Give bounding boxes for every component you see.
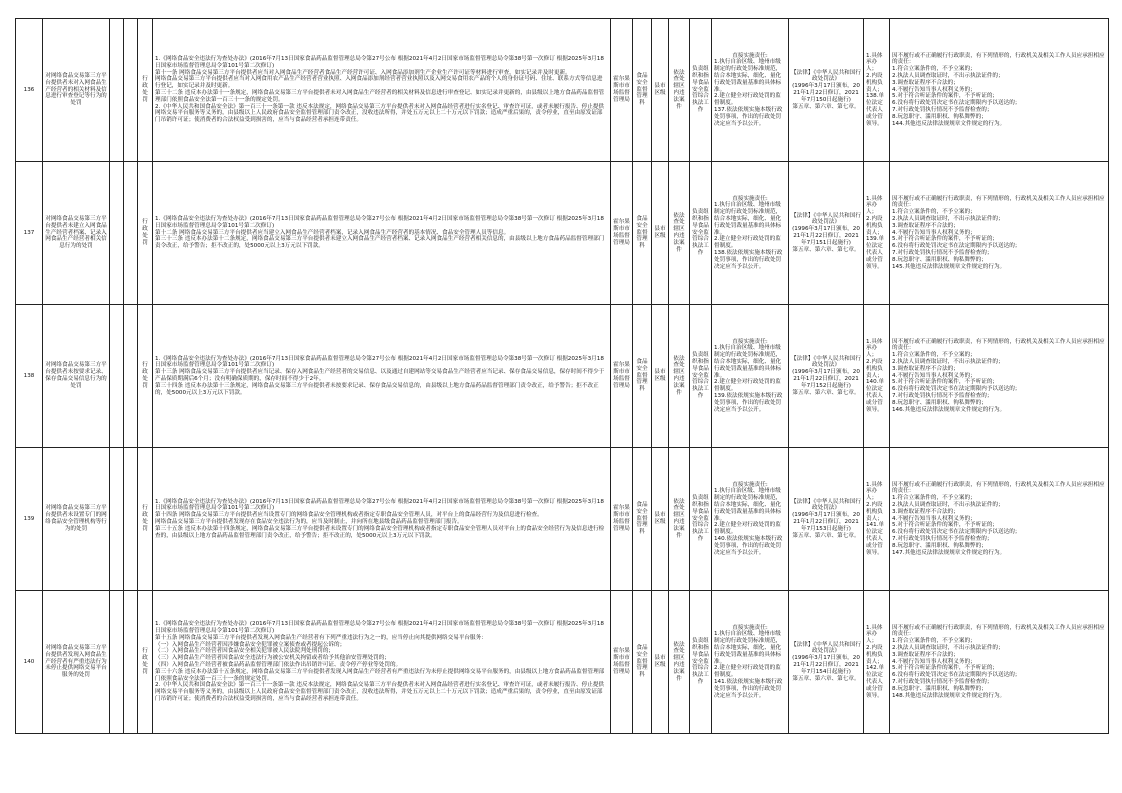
accountability-situations <box>890 591 1109 734</box>
sub-item-cell <box>110 591 124 734</box>
item-category: 行政处罚 <box>138 591 153 734</box>
responsible-unit: 食品安全监督管理科 <box>633 162 652 305</box>
law-line: (1996年3月17日颁布，2021年1月22日修订，2021年7月154日起施行) <box>792 655 860 675</box>
accountability-item: 6.没有将行政处罚决定书在法定期限内予以送达的； <box>892 386 1021 393</box>
legal-basis-paragraph: 1.《网络食品安全违法行为查处办法》(2016年7月13日国家食品药品监督管理总局令第27号公布 根据2021年4月2日国家市场监督管理总局令第38号第一次修订 根据2025年3月18日国家市场监督管理总局令第101号第二次修订) <box>155 55 604 69</box>
blank-cell <box>124 591 138 734</box>
accountability-situations <box>890 162 1109 305</box>
responsibility-subject: 负责组织和指导食品安全监管综合执法工作 <box>690 19 712 162</box>
responsibility-item: 140.依法依规实施本级行政处罚事项，作出的行政处罚决定应当予以公开。 <box>714 536 783 556</box>
responsibility-item: 141.依法依规实施本级行政处罚事项，作出的行政处罚决定应当予以公开。 <box>714 679 783 699</box>
legal-basis-paragraph: 第三十三条 违反本办法第十二条规定，网络食品交易第三方平台提供者未建立入网食品生产经营者档案、记录入网食品生产经营者相关信息的，由县级以上地方食品药品监督管理部门责令改正，给予警告；拒不改正的，处5000元以上3万元以下罚款。 <box>155 236 605 250</box>
sub-item-cell <box>110 19 124 162</box>
accountability-item: 6.没有将行政处罚决定书在法定期限内予以送达的； <box>892 672 1021 679</box>
accountability-item: 8.玩忽职守、滥用职权、徇私舞弊的； <box>892 685 987 692</box>
responsible-person-item: 142.单位法定代表人或分管领导。 <box>866 665 885 699</box>
responsible-persons <box>864 305 890 448</box>
accountability-item: 1.符合立案条件的，不予立案的； <box>892 638 976 645</box>
blank-cell <box>124 19 138 162</box>
exercise-method: 依法查处辖区内违法案件 <box>669 591 690 734</box>
sub-item-cell <box>110 448 124 591</box>
law-line: 第五章、第六章、第七章。 <box>792 246 860 253</box>
responsibility-item: 2.建立健全对行政处罚的监督制度。 <box>714 93 781 107</box>
responsibility-content <box>712 305 789 448</box>
responsibility-item: 1.执行自治区级、地州市级制定的行政处罚标准规范，结合本地实际，细化、量化行政处罚裁量基准的具体标准。 <box>714 202 782 236</box>
responsible-person-item: 1.具体承办人； <box>866 338 883 359</box>
accountability-item: 148.其他违反法律法规规章文件规定的行为。 <box>892 692 1006 699</box>
exercise-method: 依法查处辖区内违法案件 <box>669 305 690 448</box>
accountability-item: 6.没有将行政处罚决定书在法定期限内予以送达的； <box>892 100 1021 107</box>
accountability-item: 1.符合立案条件的，不予立案的； <box>892 209 976 216</box>
accountability-item: 5.对于符合听证条件的案件，不予听证的； <box>892 93 999 100</box>
item-name: 对网络食品交易第三方平台提供者发现入网食品生产经营者有严重违法行为未停止提供网络交易平台服务的处罚 <box>43 591 110 734</box>
responsible-persons <box>864 19 890 162</box>
legal-basis-paragraph: 网络食品交易第三方平台提供者发现存在食品安全违法行为的，应当及时制止，并向所在地县级食品药品监督管理部门报告。 <box>155 519 463 525</box>
accountability-item: 144.其他违反法律法规规章文件规定的行为。 <box>892 120 1006 127</box>
legal-basis-paragraph: 第三十四条 违反本办法第十三条规定，网络食品交易第三方平台提供者未按要求记录、保存食品交易信息的，由县级以上地方食品药品监督管理部门责令改正，给予警告；拒不改正的，处5000元以上3万元以下罚款。 <box>155 382 599 396</box>
legal-basis <box>153 448 611 591</box>
legal-basis-paragraph: （一）入网食品生产经营者因涉嫌食品安全犯罪被立案侦查或者提起公诉的； <box>155 641 346 648</box>
sub-item-cell <box>110 305 124 448</box>
accountability-item: 7.对行政处罚执行情况不予监督检查的； <box>892 250 993 257</box>
responsible-persons <box>864 591 890 734</box>
responsibility-item: 2.建立健全对行政处罚的监督制度。 <box>714 522 781 536</box>
law-line: 【法律】《中华人民共和国行政处罚法》 <box>791 212 861 226</box>
accountability-item: 3.调查取证程序不合法的； <box>892 222 959 229</box>
legal-basis-paragraph: 第十四条 网络食品交易第三方平台提供者应当设置专门的网络食品安全管理机构或者指定专职食品安全管理人员，对平台上的食品经营行为及信息进行检查。 <box>155 512 543 519</box>
legal-basis-paragraph: （四）入网食品生产经营者被食品药品监督管理部门依法作出吊销许可证、责令停产停业等处罚的。 <box>155 662 402 668</box>
accountability-item: 8.玩忽职守、滥用职权、徇私舞弊的； <box>892 542 987 549</box>
responsible-unit: 食品安全监督管理科 <box>633 305 652 448</box>
table-row <box>16 591 1109 734</box>
accountability-law <box>789 162 864 305</box>
accountability-law <box>789 448 864 591</box>
accountability-item: 147.其他违反法律法规规章文件规定的行为。 <box>892 549 1006 556</box>
item-category: 行政处罚 <box>138 448 153 591</box>
accountability-item: 4.不履行告知当事人权利义务的； <box>892 86 976 93</box>
accountability-item: 5.对于符合听证条件的案件，不予听证的； <box>892 522 999 529</box>
law-line: 第五章、第六章、第七章。 <box>792 532 860 539</box>
legal-basis-paragraph: 1.《网络食品安全违法行为查处办法》(2016年7月13日国家食品药品监督管理总局令第27号公布 根据2021年4月2日国家市场监督管理总局令第38号第一次修订 根据2025年3月18日国家市场监督管理总局令第101号第二次修订) <box>155 215 604 229</box>
legal-basis-paragraph: 第三十二条 违反本办法第十一条规定，网络食品交易第三方平台提供者未对入网食品生产经营者的相关材料及信息进行审查登记、如实记录并更新的，由县级以上地方食品药品监督管理部门依照食品安全法第一百三十一条的规定处罚。 <box>155 90 605 103</box>
accountability-item: 2.执法人员调查取证时，不出示执法证件的； <box>892 72 1004 79</box>
responsibility-item: 137.依法依规实施本级行政处罚事项，作出的行政处罚决定应当予以公开。 <box>714 107 783 127</box>
accountability-item: 6.没有将行政处罚决定书在法定期限内予以送达的； <box>892 529 1021 536</box>
legal-basis-paragraph: （二）入网食品生产经营者因食品安全相关犯罪被人民法院判处刑罚的； <box>155 648 335 655</box>
accountability-item: 1.符合立案条件的，不予立案的； <box>892 352 976 359</box>
row-number: 136 <box>16 19 43 162</box>
accountability-item: 3.调查取证程序不合法的； <box>892 508 959 515</box>
responsible-persons <box>864 448 890 591</box>
accountability-item: 8.玩忽职守、滥用职权、徇私舞弊的； <box>892 113 987 120</box>
responsible-person-item: 1.具体承办人； <box>866 52 883 73</box>
table-row <box>16 448 1109 591</box>
responsibility-title: 直接实施责任: <box>732 52 768 59</box>
accountability-item: 5.对于符合听证条件的案件，不予听证的； <box>892 665 999 672</box>
responsible-person-item: 1.具体承办人； <box>866 195 883 216</box>
responsibility-subject: 负责组织和指导食品安全监管综合执法工作 <box>690 448 712 591</box>
table-row <box>16 19 1109 162</box>
legal-basis-paragraph: 第三十五条 违反本办法第十四条规定，网络食品交易第三方平台提供者未设置专门的网络食品安全管理机构或者指定专职食品安全管理人员对平台上的食品安全经营行为及信息进行检查的，由县级以上地方食品药品监督管理部门责令改正，给予警告；拒不改正的，处5000元以上3万元以下罚款。 <box>155 525 605 539</box>
accountability-item: 2.执法人员调查取证时，不出示执法证件的； <box>892 501 1004 508</box>
implementing-department: 霍尔果斯市市场监督管理局 <box>611 19 633 162</box>
accountability-item: 2.执法人员调查取证时，不出示执法证件的； <box>892 215 1004 222</box>
responsibility-item: 138.依法依规实施本级行政处罚事项，作出的行政处罚决定应当予以公开。 <box>714 250 783 270</box>
accountability-item: 146.其他违反法律法规规章文件规定的行为。 <box>892 406 1006 413</box>
responsible-unit: 食品安全监督管理科 <box>633 591 652 734</box>
accountability-item: 145.其他违反法律法规规章文件规定的行为。 <box>892 263 1006 270</box>
row-number: 139 <box>16 448 43 591</box>
legal-basis <box>153 591 611 734</box>
exercise-method: 依法查处辖区内违法案件 <box>669 448 690 591</box>
law-line: 【法律】《中华人民共和国行政处罚法》 <box>791 498 861 512</box>
blank-cell <box>124 305 138 448</box>
responsibility-item: 2.建立健全对行政处罚的监督制度。 <box>714 236 781 250</box>
accountability-item: 1.符合立案条件的，不予立案的； <box>892 495 976 502</box>
accountability-item: 3.调查取证程序不合法的； <box>892 365 959 372</box>
legal-basis-paragraph: 第三十六条 违反本办法第十五条规定，网络食品交易第三方平台提供者发现入网食品生产经营者有严重违法行为未停止提供网络交易平台服务的，由县级以上地方食品药品监督管理部门依照食品安全法第一百三十一条的规定处罚。 <box>155 668 605 682</box>
legal-basis-paragraph: 1.《网络食品安全违法行为查处办法》(2016年7月13日国家食品药品监督管理总局令第27号公布 根据2021年4月2日国家市场监督管理总局令第38号第一次修订 根据2025年3月18日国家市场监督管理总局令第101号第二次修订) <box>155 498 604 512</box>
responsible-person-item: 1.具体承办人； <box>866 481 883 502</box>
accountability-item: 5.对于符合听证条件的案件，不予听证的； <box>892 379 999 386</box>
implementing-department: 霍尔果斯市市场监督管理局 <box>611 305 633 448</box>
responsible-person-item: 138.单位法定代表人或分管领导。 <box>866 93 885 127</box>
responsibility-content <box>712 448 789 591</box>
responsible-person-item: 2.内设机构负责人； <box>866 72 883 93</box>
responsible-persons <box>864 162 890 305</box>
responsibility-item: 2.建立健全对行政处罚的监督制度。 <box>714 665 781 679</box>
accountability-item: 3.调查取证程序不合法的； <box>892 79 959 86</box>
accountability-item: 2.执法人员调查取证时，不出示执法证件的； <box>892 644 1004 651</box>
legal-basis-paragraph: 1.《网络食品安全违法行为查处办法》(2016年7月13日国家食品药品监督管理总局令第27号公布 根据2021年4月2日国家市场监督管理总局令第38号第一次修订 根据2025年3月18日国家市场监督管理总局令第101号第二次修订) <box>155 355 604 369</box>
law-line: (1996年3月17日颁布，2021年1月22日修订，2021年7月151日起施行) <box>792 226 860 246</box>
responsibility-item: 2.建立健全对行政处罚的监督制度。 <box>714 379 781 393</box>
exercise-level: 县市区级 <box>652 448 669 591</box>
responsible-person-item: 2.内设机构负责人； <box>866 215 883 236</box>
responsible-person-item: 140.单位法定代表人或分管领导。 <box>866 379 885 413</box>
row-number: 137 <box>16 162 43 305</box>
item-category: 行政处罚 <box>138 162 153 305</box>
responsible-person-item: 141.单位法定代表人或分管领导。 <box>866 522 885 556</box>
accountability-title: 因不履行或不正确履行行政职责，有下列情形的，行政机关及相关工作人员应承担相应的责任： <box>892 52 1105 66</box>
legal-basis <box>153 305 611 448</box>
legal-basis-paragraph: 1.《网络食品安全违法行为查处办法》(2016年7月13日国家食品药品监督管理总局令第27号公布 根据2021年4月2日国家市场监督管理总局令第38号第一次修订 根据2025年3月18日国家市场监督管理总局令第101号第二次修订) <box>155 621 604 634</box>
responsible-unit: 食品安全监督管理科 <box>633 448 652 591</box>
exercise-level: 县市区级 <box>652 19 669 162</box>
row-number: 140 <box>16 591 43 734</box>
accountability-item: 3.调查取证程序不合法的； <box>892 651 959 658</box>
responsibility-title: 直接实施责任: <box>732 481 768 488</box>
accountability-item: 6.没有将行政处罚决定书在法定期限内予以送达的； <box>892 243 1021 250</box>
accountability-item: 8.玩忽职守、滥用职权、徇私舞弊的； <box>892 256 987 263</box>
legal-basis <box>153 19 611 162</box>
exercise-method: 依法查处辖区内违法案件 <box>669 19 690 162</box>
exercise-level: 县市区级 <box>652 591 669 734</box>
accountability-title: 因不履行或不正确履行行政职责，有下列情形的，行政机关及相关工作人员应承担相应的责任： <box>892 481 1105 495</box>
item-category: 行政处罚 <box>138 19 153 162</box>
accountability-situations <box>890 19 1109 162</box>
responsibility-content <box>712 162 789 305</box>
blank-cell <box>124 448 138 591</box>
implementing-department: 霍尔果斯市市场监督管理局 <box>611 162 633 305</box>
law-line: (1996年3月17日颁布，2021年1月22日修订，2021年7月153日起施行) <box>792 512 860 532</box>
legal-basis-paragraph: 第十二条 网络食品交易第三方平台提供者应当建立入网食品生产经营者档案，记录入网食品生产经营者的基本情况、食品安全管理人员等信息。 <box>155 229 510 236</box>
sub-item-cell <box>110 162 124 305</box>
responsibility-item: 1.执行自治区级、地州市级制定的行政处罚标准规范，结合本地实际，细化、量化行政处罚裁量基准的具体标准。 <box>714 488 782 522</box>
exercise-level: 县市区级 <box>652 162 669 305</box>
responsible-person-item: 2.内设机构负责人； <box>866 501 883 522</box>
responsible-person-item: 1.具体承办人； <box>866 624 883 645</box>
accountability-item: 7.对行政处罚执行情况不予监督检查的； <box>892 679 993 686</box>
responsibility-item: 1.执行自治区级、地州市级制定的行政处罚标准规范，结合本地实际，细化、量化行政处罚裁量基准的具体标准。 <box>714 631 782 665</box>
item-name: 对网络食品交易第三方平台提供者未设置专门的网络食品安全管理机构等行为的处罚 <box>43 448 110 591</box>
responsibility-title: 直接实施责任: <box>732 195 768 202</box>
exercise-method: 依法查处辖区内违法案件 <box>669 162 690 305</box>
law-line: 【法律】《中华人民共和国行政处罚法》 <box>791 641 861 655</box>
accountability-item: 7.对行政处罚执行情况不予监督检查的； <box>892 107 993 114</box>
table-row <box>16 162 1109 305</box>
blank-cell <box>124 162 138 305</box>
accountability-law <box>789 305 864 448</box>
responsible-person-item: 139.单位法定代表人或分管领导。 <box>866 236 885 270</box>
legal-basis-paragraph: 第十五条 网络食品交易第三方平台提供者发现入网食品生产经营者有下列严重违法行为之一的，应当停止向其提供网络交易平台服务： <box>155 634 487 641</box>
responsibility-item: 1.执行自治区级、地州市级制定的行政处罚标准规范，结合本地实际，细化、量化行政处罚裁量基准的具体标准。 <box>714 345 782 379</box>
accountability-item: 2.执法人员调查取证时，不出示执法证件的； <box>892 358 1004 365</box>
responsibility-content <box>712 591 789 734</box>
responsibility-item: 1.执行自治区级、地州市级制定的行政处罚标准规范，结合本地实际，细化、量化行政处罚裁量基准的具体标准。 <box>714 59 782 93</box>
responsibility-title: 直接实施责任: <box>732 624 768 631</box>
item-category: 行政处罚 <box>138 305 153 448</box>
accountability-item: 4.不履行告知当事人权利义务的； <box>892 515 976 522</box>
accountability-item: 4.不履行告知当事人权利义务的； <box>892 658 976 665</box>
responsibility-subject: 负责组织和指导食品安全监管综合执法工作 <box>690 305 712 448</box>
law-line: (1996年3月17日颁布，2021年1月22日修订，2021年7月150日起施行) <box>792 83 860 103</box>
accountability-law <box>789 591 864 734</box>
accountability-title: 因不履行或不正确履行行政职责，有下列情形的，行政机关及相关工作人员应承担相应的责任： <box>892 624 1105 638</box>
exercise-level: 县市区级 <box>652 305 669 448</box>
implementing-department: 霍尔果斯市市场监督管理局 <box>611 448 633 591</box>
law-line: 【法律】《中华人民共和国行政处罚法》 <box>791 355 861 369</box>
accountability-item: 7.对行政处罚执行情况不予监督检查的； <box>892 393 993 400</box>
row-number: 138 <box>16 305 43 448</box>
accountability-item: 4.不履行告知当事人权利义务的； <box>892 372 976 379</box>
responsibility-list-table <box>15 18 1109 734</box>
accountability-title: 因不履行或不正确履行行政职责，有下列情形的，行政机关及相关工作人员应承担相应的责任： <box>892 338 1105 352</box>
item-name: 对网络食品交易第三方平台提供者未建立入网食品生产经营者档案、记录入网食品生产经营者相关信息行为的处罚 <box>43 162 110 305</box>
legal-basis-paragraph: 第十三条 网络食品交易第三方平台提供者应当记录、保存入网食品生产经营者的交易信息、以及通过自建网站等交易食品生产经营者应当记录、保存食品交易信息，保存时间不得少于产品保质期满后6个月；没有明确保质期的，保存时间不得少于2年。 <box>155 369 605 382</box>
accountability-item: 1.符合立案条件的，不予立案的； <box>892 66 976 73</box>
legal-basis-paragraph: 网络食品交易第三方平台提供者应当对入网食用农产品生产经营者营业执照、入网食品添加剂经营者营业执照以及入网交易食用农产品的个人的身份证号码、住址、联系方式等信息进行登记，如实记录并及时更新。 <box>155 76 603 90</box>
accountability-situations <box>890 448 1109 591</box>
law-line: (1996年3月17日颁布，2021年1月22日修订，2021年7月152日起施行) <box>792 369 860 389</box>
responsibility-title: 直接实施责任: <box>732 338 768 345</box>
accountability-item: 5.对于符合听证条件的案件，不予听证的； <box>892 236 999 243</box>
legal-basis-paragraph: 2.《中华人民共和国食品安全法》第一百三十一条第一款 违反本法规定，网络食品交易第三方平台提供者未对入网食品经营者进行实名登记、审查许可证，或者未履行报告、停止提供网络交易平台服务等义务的，由县级以上人民政府食品安全监督管理部门责令改正，没收违法所得，并处五万元以上二十万元以下罚款；造成严重后果的，责令停业，直至由原发证部门吊销许可证；使消费者的合法权益受到损害的，应当与食品经营者承担连带责任。 <box>155 682 605 703</box>
law-line: 第五章、第六章、第七章。 <box>792 389 860 396</box>
item-name: 对网络食品交易第三方平台提供者未对入网食品生产经营者的相关材料及信息进行审查登记等行为的处罚 <box>43 19 110 162</box>
legal-basis-paragraph: 2.《中华人民共和国食品安全法》第一百三十一条第一款 违反本法规定，网络食品交易第三方平台提供者未对入网食品经营者进行实名登记、审查许可证，或者未履行报告、停止提供网络交易平台服务等义务的，由县级以上人民政府食品安全监督管理部门责令改正，没收违法所得，并处五万元以上二十万元以下罚款；造成严重后果的，责令停业，直至由原发证部门吊销许可证；使消费者的合法权益受到损害的，应当与食品经营者承担连带责任。 <box>155 103 605 124</box>
legal-basis <box>153 162 611 305</box>
accountability-item: 7.对行政处罚执行情况不予监督检查的； <box>892 536 993 543</box>
accountability-law <box>789 19 864 162</box>
accountability-item: 4.不履行告知当事人权利义务的； <box>892 229 976 236</box>
law-line: 第五章、第六章、第七章。 <box>792 103 860 110</box>
responsibility-subject: 负责组织和指导食品安全监管综合执法工作 <box>690 162 712 305</box>
legal-basis-paragraph: （三）入网食品生产经营者因食品安全违法行为被公安机关拘留或者给予其他治安管理处罚的； <box>155 655 390 662</box>
accountability-situations <box>890 305 1109 448</box>
responsible-person-item: 2.内设机构负责人； <box>866 644 883 665</box>
responsible-unit: 食品安全监督管理科 <box>633 19 652 162</box>
law-line: 【法律】《中华人民共和国行政处罚法》 <box>791 69 861 83</box>
accountability-item: 8.玩忽职守、滥用职权、徇私舞弊的； <box>892 399 987 406</box>
accountability-title: 因不履行或不正确履行行政职责，有下列情形的，行政机关及相关工作人员应承担相应的责任： <box>892 195 1105 209</box>
implementing-department: 霍尔果斯市市场监督管理局 <box>611 591 633 734</box>
responsibility-subject: 负责组织和指导食品安全监管综合执法工作 <box>690 591 712 734</box>
responsibility-content <box>712 19 789 162</box>
legal-basis-paragraph: 第十一条 网络食品交易第三方平台提供者应当对入网食品生产经营者食品生产经营许可证、入网食品添加剂生产企业生产许可证等材料进行审查，如实记录并及时更新。 <box>155 69 571 76</box>
law-line: 第五章、第六章、第七章。 <box>792 675 860 682</box>
item-name: 对网络食品交易第三方平台提供者未按要求记录、保存食品交易信息行为的处罚 <box>43 305 110 448</box>
table-row <box>16 305 1109 448</box>
responsibility-item: 139.依法依规实施本级行政处罚事项，作出的行政处罚决定应当予以公开。 <box>714 393 783 413</box>
responsible-person-item: 2.内设机构负责人； <box>866 358 883 379</box>
